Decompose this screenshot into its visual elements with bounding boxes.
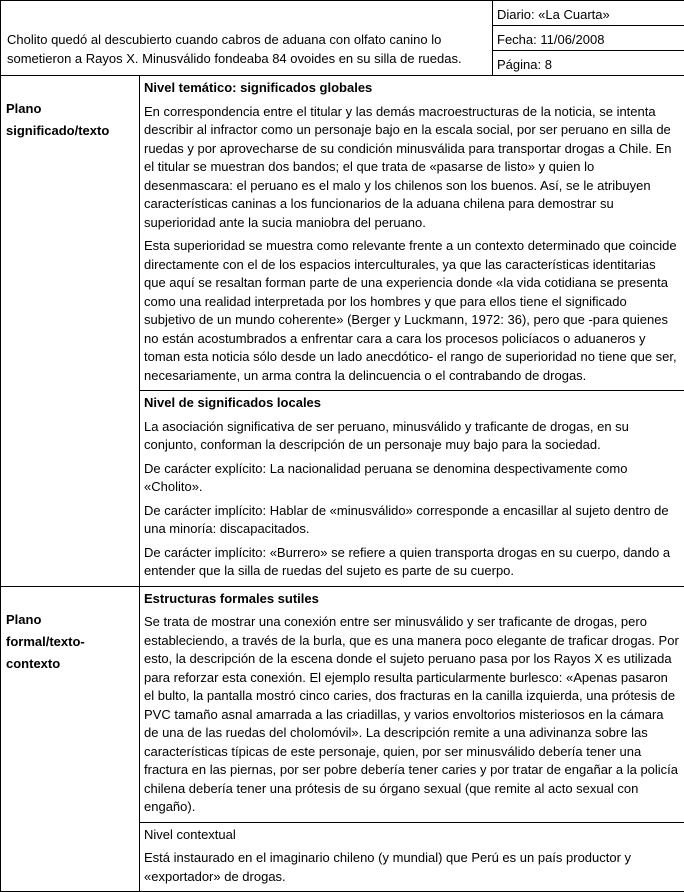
news-headline: Cholito quedó al descubierto cuando cabros de aduana con olfato canino lo sometieron a Rayos X. Minusválido fondeaba 84 ovoides en su silla de ruedas. [1, 1, 493, 76]
section-divider [140, 822, 684, 823]
section-contextual [144, 826, 680, 887]
row-label-line1: Plano [6, 98, 135, 120]
paragraph: Se trata de mostrar una conexión entre ser minusválido y ser traficante de drogas, pero estableciendo, a través de la burla, que es una manera poco elegante de traficar drogas. Por esto, la descripción de la escena donde el sujeto peruano pasa por los Rayos X es utilizada para reforzar esta conexión. El ejemplo resulta particularmente burlesco: «Apenas pasaron el bulto, la pantalla mostró cinco caries, dos fracturas en la canilla izquierda, una prótesis de PVC tamaño asnal amarrada a las criadillas, y varios envoltorios misteriosos en la cámara de una de las ruedas del cholomóvil». La descripción remite a una adivinanza sobre las características típicas de este personaje, quien, por ser minusválido debería tener una fractura en las piernas, por ser pobre debería tener caries y por tratar de engañar a la policía chilena debería tener una prótesis de su órgano sexual (que remite al acto sexual con engaño). [144, 613, 680, 817]
section-title: Nivel de significados locales [144, 394, 680, 413]
paragraph: De carácter implícito: «Burrero» se refiere a quien transporta drogas en su cuerpo, dando a entender que la silla de ruedas del sujeto es parte de su cuerpo. [144, 544, 680, 581]
section-title: Estructuras formales sutiles [144, 590, 680, 609]
news-metadata [493, 1, 684, 76]
newspaper-name: Diario: «La Cuarta» [493, 1, 684, 26]
page-number: Página: 8 [493, 51, 684, 75]
header-row [1, 1, 684, 76]
section-divider [140, 390, 684, 391]
paragraph: En correspondencia entre el titular y las demás macroestructuras de la noticia, se intenta describir al infractor como un personaje bajo en la escala social, por ser peruano en silla de ruedas y por aprovecharse de su condición minusválida para transportar drogas a Chile. En el titular se muestran dos bandos; el que trata de «pasarse de listo» y quien lo desenmascara: el peruano es el malo y los chilenos son los buenos. Así, se le atribuyen características caninas a los funcionarios de la aduana chilena para demostrar su superioridad ante la sucia maniobra del peruano. [144, 103, 680, 233]
section-title: Nivel temático: significados globales [144, 79, 680, 98]
row-label-significado [1, 76, 140, 587]
row-content-significado [140, 76, 684, 587]
section-estructuras [144, 590, 680, 817]
row-plano-significado [1, 76, 684, 587]
paragraph: De carácter implícito: Hablar de «minusválido» corresponde a encasillar al sujeto dentro de una minoría: discapacitados. [144, 502, 680, 539]
row-label-line2: significado/texto [6, 120, 135, 142]
row-plano-formal [1, 586, 684, 892]
paragraph: La asociación significativa de ser peruano, minusválido y traficante de drogas, en su conjunto, conforman la descripción de un personaje muy bajo para la sociedad. [144, 418, 680, 455]
section-title: Nivel contextual [144, 826, 680, 845]
paragraph: Esta superioridad se muestra como relevante frente a un contexto determinado que coincide directamente con el de los espacios interculturales, ya que las características identitarias que aquí se resaltan forman parte de una experiencia donde «la vida cotidiana se presenta como una realidad interpretada por los hombres y que para ellos tiene el significado subjetivo de un mundo coherente» (Berger y Luckmann, 1972: 36), pero que -para quienes no están acostumbrados a enfrentar cara a cara los procesos policíacos o aduaneros y toman esta noticia sólo desde un lado anecdótico- el rango de superioridad no tiene que ser, necesariamente, un arma contra la delincuencia o el contrabando de drogas. [144, 237, 680, 385]
paragraph: De carácter explícito: La nacionalidad peruana se denomina despectivamente como «Cholito». [144, 460, 680, 497]
row-label-formal [1, 586, 140, 892]
section-tematico [144, 79, 680, 385]
publication-date: Fecha: 11/06/2008 [493, 26, 684, 51]
row-label-line1: Plano [6, 609, 135, 631]
section-locales [144, 394, 680, 581]
row-label-line2: formal/texto-contexto [6, 631, 135, 675]
paragraph: Está instaurado en el imaginario chileno (y mundial) que Perú es un país productor y «exportador» de drogas. [144, 849, 680, 886]
row-content-formal [140, 586, 684, 892]
